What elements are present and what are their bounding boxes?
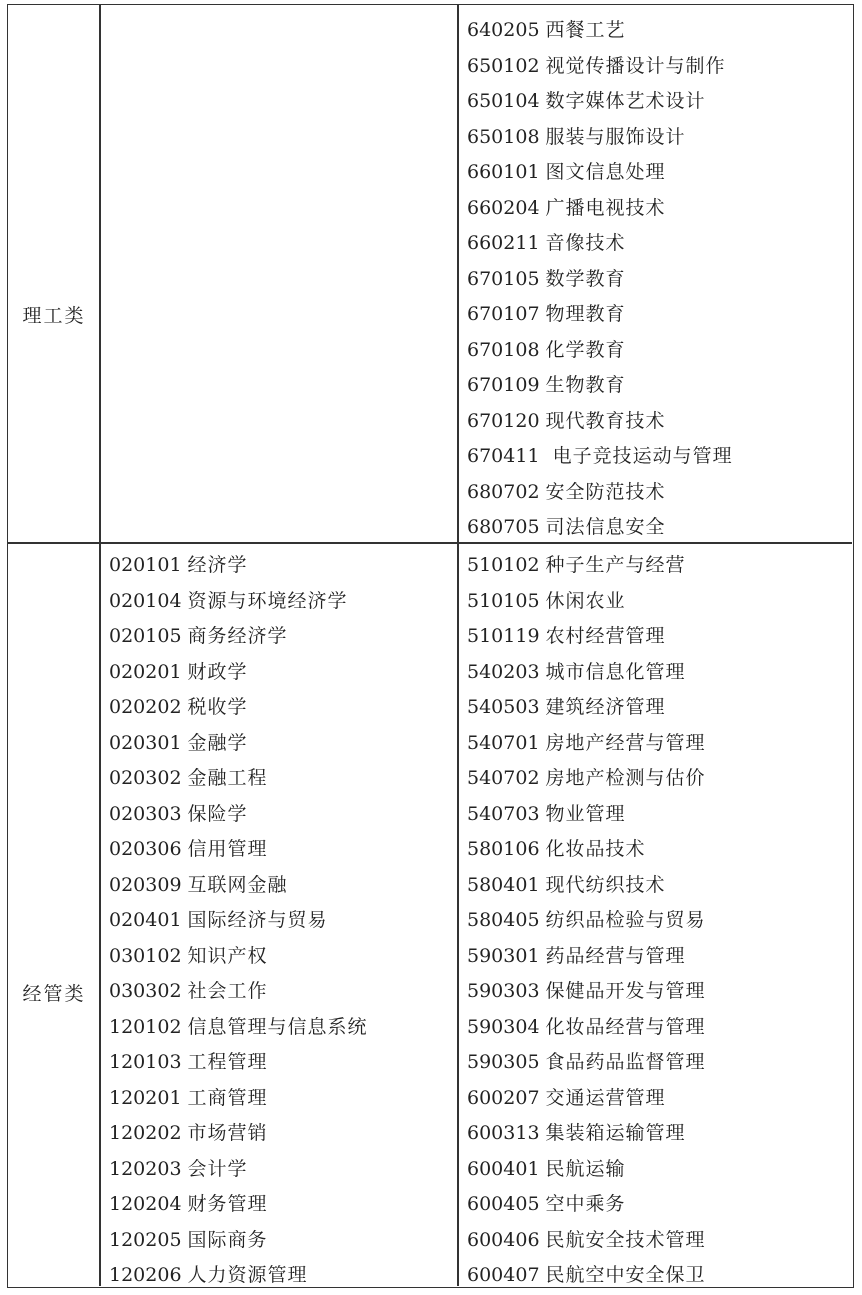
major-item bbox=[109, 974, 449, 1010]
major-name: 民航空中安全保卫 bbox=[545, 1264, 706, 1286]
major-code: 020301 bbox=[109, 731, 182, 754]
major-name: 人力资源管理 bbox=[187, 1264, 308, 1286]
major-name: 房地产经营与管理 bbox=[545, 731, 706, 754]
major-item bbox=[467, 155, 847, 191]
major-code: 020306 bbox=[109, 838, 182, 860]
major-name: 数学教育 bbox=[545, 267, 626, 290]
major-name: 经济学 bbox=[187, 554, 248, 576]
major-item bbox=[467, 1223, 847, 1259]
major-item bbox=[467, 368, 847, 404]
major-item bbox=[467, 226, 847, 262]
major-name: 交通运营管理 bbox=[545, 1086, 666, 1109]
major-name: 建筑经济管理 bbox=[545, 696, 666, 718]
major-name: 保健品开发与管理 bbox=[545, 980, 706, 1002]
major-item bbox=[109, 690, 449, 726]
major-name: 食品药品监督管理 bbox=[545, 1051, 706, 1073]
major-code: 670108 bbox=[467, 338, 540, 361]
major-code: 660101 bbox=[467, 161, 540, 183]
major-name: 民航运输 bbox=[545, 1157, 626, 1180]
major-name: 物理教育 bbox=[545, 303, 626, 325]
major-code: 540503 bbox=[467, 696, 540, 718]
major-name: 知识产权 bbox=[187, 944, 268, 967]
major-item bbox=[467, 761, 847, 797]
major-code: 670411 bbox=[467, 445, 540, 467]
major-name: 西餐工艺 bbox=[545, 19, 626, 41]
major-item bbox=[109, 1258, 449, 1294]
major-code: 030302 bbox=[109, 980, 182, 1002]
major-name: 房地产检测与估价 bbox=[545, 767, 706, 789]
major-item bbox=[467, 1152, 847, 1188]
section-1-column-2 bbox=[467, 13, 847, 546]
category-label: 经管类 bbox=[22, 983, 86, 1005]
major-code: 590301 bbox=[467, 944, 540, 967]
major-name: 保险学 bbox=[187, 802, 248, 825]
major-name: 信息管理与信息系统 bbox=[187, 1015, 368, 1038]
major-name: 安全防范技术 bbox=[545, 480, 666, 503]
major-name: 视觉传播设计与制作 bbox=[545, 54, 726, 77]
major-code: 650108 bbox=[467, 125, 540, 148]
major-code: 590305 bbox=[467, 1051, 540, 1073]
major-name: 空中乘务 bbox=[545, 1193, 626, 1215]
major-item bbox=[109, 797, 449, 833]
major-name: 现代教育技术 bbox=[545, 409, 666, 432]
major-name: 化妆品技术 bbox=[545, 838, 646, 860]
major-item bbox=[467, 868, 847, 904]
major-name: 图文信息处理 bbox=[545, 161, 666, 183]
major-item bbox=[467, 333, 847, 369]
major-item bbox=[467, 1081, 847, 1117]
section-2-column-2 bbox=[467, 548, 847, 1294]
major-code: 670105 bbox=[467, 267, 540, 290]
major-item bbox=[467, 939, 847, 975]
major-name: 财政学 bbox=[187, 660, 248, 683]
major-item bbox=[467, 655, 847, 691]
major-item bbox=[109, 761, 449, 797]
major-name: 服装与服饰设计 bbox=[545, 125, 686, 148]
major-item bbox=[467, 262, 847, 298]
major-code: 120206 bbox=[109, 1264, 182, 1286]
major-item bbox=[467, 297, 847, 333]
major-item bbox=[467, 475, 847, 511]
major-code: 680705 bbox=[467, 516, 540, 538]
major-name: 社会工作 bbox=[187, 980, 268, 1002]
major-name: 市场营销 bbox=[187, 1122, 268, 1144]
major-name: 数字媒体艺术设计 bbox=[545, 90, 706, 112]
major-item bbox=[467, 832, 847, 868]
major-item bbox=[109, 584, 449, 620]
major-code: 120203 bbox=[109, 1157, 182, 1180]
major-item bbox=[467, 584, 847, 620]
major-code: 020302 bbox=[109, 767, 182, 789]
major-code: 020202 bbox=[109, 696, 182, 718]
major-code: 580401 bbox=[467, 873, 540, 896]
major-item bbox=[467, 439, 847, 475]
major-name: 互联网金融 bbox=[187, 873, 288, 896]
major-item bbox=[467, 1187, 847, 1223]
major-item bbox=[467, 1010, 847, 1046]
major-code: 600406 bbox=[467, 1228, 540, 1251]
major-name: 现代纺织技术 bbox=[545, 873, 666, 896]
major-code: 020105 bbox=[109, 625, 182, 647]
major-item bbox=[467, 797, 847, 833]
major-item bbox=[467, 404, 847, 440]
major-name: 音像技术 bbox=[545, 232, 626, 254]
major-name: 金融学 bbox=[187, 731, 248, 754]
major-name: 城市信息化管理 bbox=[545, 660, 686, 683]
major-code: 020101 bbox=[109, 554, 182, 576]
major-name: 民航安全技术管理 bbox=[545, 1228, 706, 1251]
major-code: 670107 bbox=[467, 303, 540, 325]
major-code: 540701 bbox=[467, 731, 540, 754]
major-code: 600401 bbox=[467, 1157, 540, 1180]
major-code: 650104 bbox=[467, 90, 540, 112]
major-item bbox=[109, 868, 449, 904]
major-item bbox=[109, 1081, 449, 1117]
major-code: 020309 bbox=[109, 873, 182, 896]
major-code: 510102 bbox=[467, 554, 540, 576]
major-name: 资源与环境经济学 bbox=[187, 589, 348, 612]
major-item bbox=[109, 1010, 449, 1046]
major-code: 020104 bbox=[109, 589, 182, 612]
major-code: 120204 bbox=[109, 1193, 182, 1215]
major-code: 590304 bbox=[467, 1015, 540, 1038]
major-code: 120201 bbox=[109, 1086, 182, 1109]
major-item bbox=[109, 619, 449, 655]
major-name: 会计学 bbox=[187, 1157, 248, 1180]
major-name: 电子竞技运动与管理 bbox=[545, 445, 733, 467]
major-item bbox=[467, 974, 847, 1010]
major-code: 590303 bbox=[467, 980, 540, 1002]
major-item bbox=[109, 1116, 449, 1152]
major-code: 580106 bbox=[467, 838, 540, 860]
major-name: 商务经济学 bbox=[187, 625, 288, 647]
major-item bbox=[467, 191, 847, 227]
major-name: 物业管理 bbox=[545, 802, 626, 825]
major-name: 信用管理 bbox=[187, 838, 268, 860]
category-label: 理工类 bbox=[22, 305, 86, 327]
major-name: 休闲农业 bbox=[545, 589, 626, 612]
major-code: 540203 bbox=[467, 660, 540, 683]
major-name: 生物教育 bbox=[545, 374, 626, 396]
major-name: 工商管理 bbox=[187, 1086, 268, 1109]
major-code: 120205 bbox=[109, 1228, 182, 1251]
major-name: 种子生产与经营 bbox=[545, 554, 686, 576]
major-name: 纺织品检验与贸易 bbox=[545, 909, 706, 931]
major-name: 工程管理 bbox=[187, 1051, 268, 1073]
major-name: 药品经营与管理 bbox=[545, 944, 686, 967]
major-item bbox=[467, 510, 847, 546]
major-code: 680702 bbox=[467, 480, 540, 503]
major-item bbox=[467, 903, 847, 939]
major-item bbox=[467, 49, 847, 85]
major-name: 司法信息安全 bbox=[545, 516, 666, 538]
major-code: 600407 bbox=[467, 1264, 540, 1286]
major-item bbox=[467, 690, 847, 726]
major-item bbox=[109, 903, 449, 939]
major-name: 化学教育 bbox=[545, 338, 626, 361]
major-name: 国际商务 bbox=[187, 1228, 268, 1251]
major-code: 540703 bbox=[467, 802, 540, 825]
major-item bbox=[467, 1258, 847, 1294]
major-code: 120103 bbox=[109, 1051, 182, 1073]
major-code: 670109 bbox=[467, 374, 540, 396]
major-item bbox=[109, 832, 449, 868]
major-code: 030102 bbox=[109, 944, 182, 967]
major-name: 集装箱运输管理 bbox=[545, 1122, 686, 1144]
major-code: 510105 bbox=[467, 589, 540, 612]
major-code: 020303 bbox=[109, 802, 182, 825]
major-code: 020201 bbox=[109, 660, 182, 683]
major-item bbox=[467, 726, 847, 762]
major-name: 税收学 bbox=[187, 696, 248, 718]
major-item bbox=[467, 13, 847, 49]
major-code: 640205 bbox=[467, 19, 540, 41]
major-name: 广播电视技术 bbox=[545, 196, 666, 219]
major-item bbox=[467, 84, 847, 120]
major-item bbox=[109, 1223, 449, 1259]
major-item bbox=[109, 655, 449, 691]
major-code: 600207 bbox=[467, 1086, 540, 1109]
major-code: 510119 bbox=[467, 625, 540, 647]
major-name: 金融工程 bbox=[187, 767, 268, 789]
major-item bbox=[467, 1045, 847, 1081]
major-code: 600313 bbox=[467, 1122, 540, 1144]
major-code: 650102 bbox=[467, 54, 540, 77]
major-code: 120202 bbox=[109, 1122, 182, 1144]
major-item bbox=[109, 548, 449, 584]
major-code: 660204 bbox=[467, 196, 540, 219]
major-code: 600405 bbox=[467, 1193, 540, 1215]
major-item bbox=[467, 548, 847, 584]
major-code: 120102 bbox=[109, 1015, 182, 1038]
column-divider-1 bbox=[99, 5, 101, 1286]
major-item bbox=[109, 1045, 449, 1081]
major-item bbox=[467, 120, 847, 156]
major-item bbox=[109, 939, 449, 975]
major-table bbox=[7, 4, 854, 1288]
major-code: 020401 bbox=[109, 909, 182, 931]
major-code: 540702 bbox=[467, 767, 540, 789]
major-code: 580405 bbox=[467, 909, 540, 931]
major-item bbox=[109, 726, 449, 762]
major-name: 化妆品经营与管理 bbox=[545, 1015, 706, 1038]
major-name: 国际经济与贸易 bbox=[187, 909, 328, 931]
major-item bbox=[467, 1116, 847, 1152]
major-item bbox=[109, 1152, 449, 1188]
major-code: 670120 bbox=[467, 409, 540, 432]
major-item bbox=[467, 619, 847, 655]
major-code: 660211 bbox=[467, 232, 540, 254]
major-name: 财务管理 bbox=[187, 1193, 268, 1215]
column-divider-2 bbox=[457, 5, 459, 1286]
section-2-column-1 bbox=[109, 548, 449, 1294]
major-item bbox=[109, 1187, 449, 1223]
major-name: 农村经营管理 bbox=[545, 625, 666, 647]
